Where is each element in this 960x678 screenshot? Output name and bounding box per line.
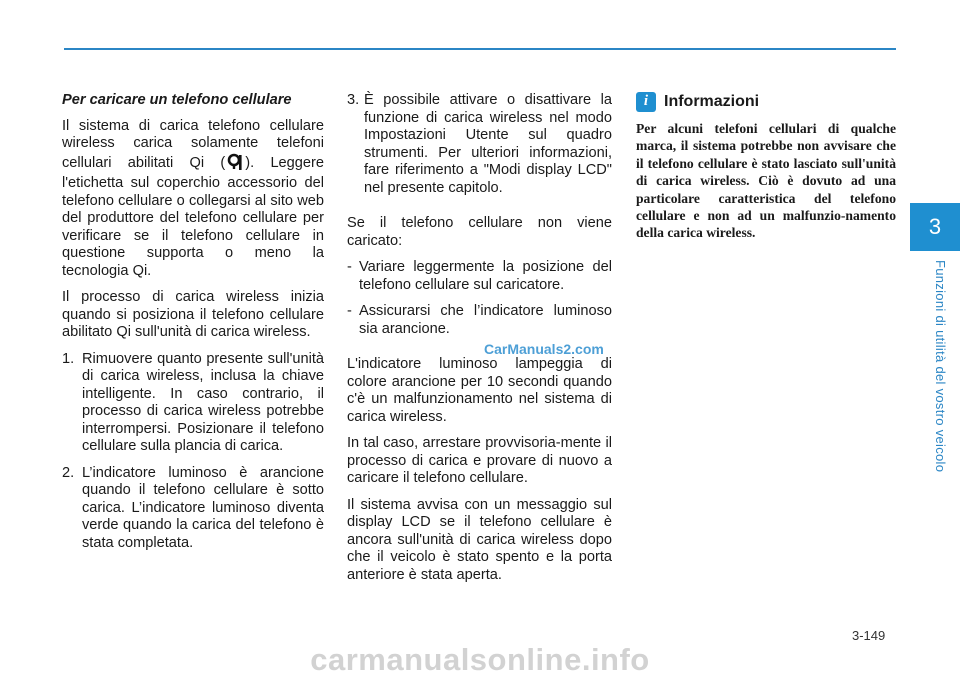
list-number: 3. (347, 92, 360, 108)
chapter-side-title: Funzioni di utilità del vostro veicolo (933, 260, 948, 473)
wireless-start-paragraph: Il processo di carica wireless inizia quando si posiziona il telefono cellulare abilitato Qi sull'unità di carica wireless. (62, 289, 324, 340)
chapter-number: 3 (928, 214, 942, 239)
page-number: 3-149 (852, 628, 886, 643)
dash-item (347, 259, 612, 294)
dash-mark: - (347, 259, 352, 275)
watermark-footer: carmanualsonline.info (310, 642, 650, 677)
dash-mark: - (347, 303, 352, 319)
list-text: L’indicatore luminoso è arancione quando il telefono cellulare è sotto carica. L’indicatore luminoso diventa verde quando la carica del telefono è stata completata. (82, 464, 324, 551)
list-number: 1. (62, 350, 75, 367)
section-heading: Per caricare un telefono cellulare (62, 92, 292, 108)
lcd-warning-paragraph: Il sistema avvisa con un messaggio sul display LCD se il telefono cellulare è ancora sull'unità di carica wireless dopo che il veicolo è stato spento e la porta anteriore è stata aperta. (347, 496, 612, 583)
info-box (636, 92, 896, 242)
dash-item (347, 303, 612, 338)
list-item (347, 92, 612, 197)
chapter-tab (910, 203, 960, 251)
watermark-overlay: CarManuals2.com (484, 341, 604, 357)
qi-paragraph (62, 118, 324, 281)
list-number: 2. (62, 464, 75, 481)
qi-logo-icon (227, 153, 243, 176)
column-left (62, 92, 324, 561)
info-icon: i (636, 92, 656, 112)
info-body: Per alcuni telefoni cellulari di qualche marca, il sistema potrebbe non avvisare che il telefono cellulare è stato lasciato sull'unità di carica wireless. Ciò è dovuto ad una particolare caratteristica del telefono cellulare e non ad un malfunzio-namento della carica wireless. (636, 121, 896, 241)
qi-paragraph-post: ). Leggere l'etichetta sul coperchio accessorio del telefono cellulare o collegarsi al sito web del produttore del telefono cellulare per verificare se il telefono cellulare in questione supporta o meno la tecnologia Qi. (62, 154, 324, 279)
list-text: È possibile attivare o disattivare la funzione di carica wireless nel modo Impostazioni Utente sul quadro strumenti. Per ulteriori informazioni, fare riferimento a "Modi display LCD" nel presente capitolo. (364, 92, 612, 196)
dash-text: Variare leggermente la posizione del telefono cellulare sul caricatore. (359, 259, 612, 293)
stop-charging-paragraph: In tal caso, arrestare provvisoria-mente il processo di carica e provare di nuovo a caricare il telefono cellulare. (347, 435, 612, 486)
info-header (636, 92, 896, 112)
list-item (62, 465, 324, 553)
qi-paragraph-pre: Il sistema di carica telefono cellulare wireless carica solamente telefoni cellulari abilitati Qi ( (62, 117, 324, 171)
dash-text: Assicurarsi che l’indicatore luminoso sia arancione. (359, 303, 612, 337)
list-text: Rimuovere quanto presente sull'unità di carica wireless, inclusa la chiave intelligente. In caso contrario, il processo di carica wireless potrebbe interrompersi. Posizionare il telefono cellulare sulla plancia di carica. (82, 350, 324, 454)
top-rule (64, 48, 896, 50)
indicator-paragraph: L'indicatore luminoso lampeggia di colore arancione per 10 secondi quando c'è un malfunzionamento nel sistema di carica wireless. (347, 356, 612, 425)
list-item (62, 351, 324, 456)
info-title: Informazioni (664, 93, 760, 111)
not-charging-paragraph: Se il telefono cellulare non viene caricato: (347, 215, 612, 249)
